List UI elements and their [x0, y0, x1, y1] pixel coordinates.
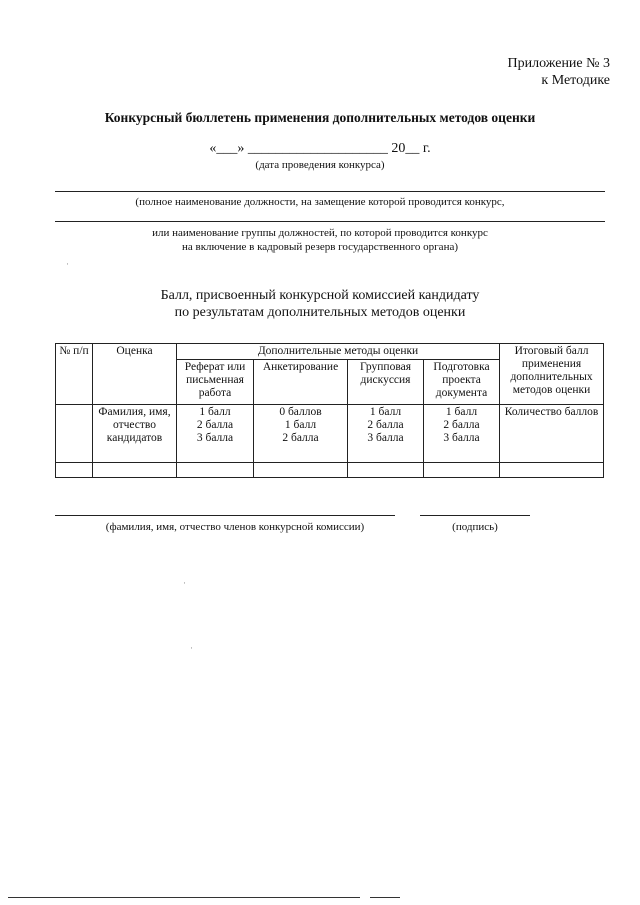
- score-subtitle-line-2: по результатам дополнительных методов оценки: [174, 305, 466, 320]
- cell-number: [56, 405, 93, 463]
- header-methods-group: Дополнительные методы оценки: [177, 344, 500, 360]
- scan-speck: ·: [183, 578, 186, 588]
- scan-speck: ·: [190, 643, 193, 653]
- scores-table: [55, 343, 604, 478]
- header-method-essay: Реферат или письменная работа: [177, 360, 254, 405]
- cell-score-essay: 1 балл 2 балла 3 балла: [177, 405, 254, 463]
- scan-speck: ·: [66, 259, 69, 269]
- cell-score-survey: 0 баллов 1 балл 2 балла: [254, 405, 348, 463]
- empty-cell: [177, 463, 254, 478]
- signature-caption: (подпись): [452, 521, 498, 533]
- appendix-number: Приложение № 3: [507, 56, 610, 71]
- cell-score-discussion: 1 балл 2 балла 3 балла: [348, 405, 424, 463]
- header-number: № п/п: [56, 344, 93, 405]
- commission-names-caption: (фамилия, имя, отчество членов конкурсной комиссии): [105, 521, 365, 533]
- cell-candidate-label: Фамилия, имя, отчество кандидатов: [93, 405, 177, 463]
- document-title: Конкурсный бюллетень применения дополнительных методов оценки: [104, 110, 536, 125]
- commission-names-fill-line: [55, 515, 395, 516]
- score-subtitle: [0, 287, 640, 321]
- position-fill-line-2: [55, 221, 605, 222]
- cell-total-label: Количество баллов: [500, 405, 604, 463]
- header-method-discussion: Групповая дискуссия: [348, 360, 424, 405]
- position-caption-3: на включение в кадровый резерв государственного органа): [182, 241, 458, 253]
- empty-cell: [424, 463, 500, 478]
- cell-score-draft-document: 1 балл 2 балла 3 балла: [424, 405, 500, 463]
- empty-cell: [93, 463, 177, 478]
- contest-date-caption: (дата проведения конкурса): [255, 159, 385, 171]
- score-subtitle-line-1: Балл, присвоенный конкурсной комиссией кандидату: [160, 288, 480, 303]
- empty-cell: [500, 463, 604, 478]
- position-fill-line-1: [55, 191, 605, 192]
- header-method-survey: Анкетирование: [254, 360, 348, 405]
- contest-date-line: «___» ____________________ 20__ г.: [209, 141, 431, 156]
- header-total: Итоговый балл применения дополнительных методов оценки: [500, 344, 604, 405]
- signature-fill-line: [420, 515, 530, 516]
- scan-edge-line: [370, 897, 400, 898]
- position-caption-1: (полное наименование должности, на замещение которой проводится конкурс,: [135, 196, 505, 208]
- appendix-header: [508, 55, 611, 89]
- header-rating: Оценка: [93, 344, 177, 405]
- empty-cell: [254, 463, 348, 478]
- empty-cell: [56, 463, 93, 478]
- table-row-empty: [56, 463, 604, 478]
- scan-edge-line: [8, 897, 360, 898]
- position-caption-2: или наименование группы должностей, по которой проводится конкурс: [152, 227, 488, 239]
- appendix-reference: к Методике: [541, 73, 610, 88]
- header-method-draft-document: Подготовка проекта документа: [424, 360, 500, 405]
- empty-cell: [348, 463, 424, 478]
